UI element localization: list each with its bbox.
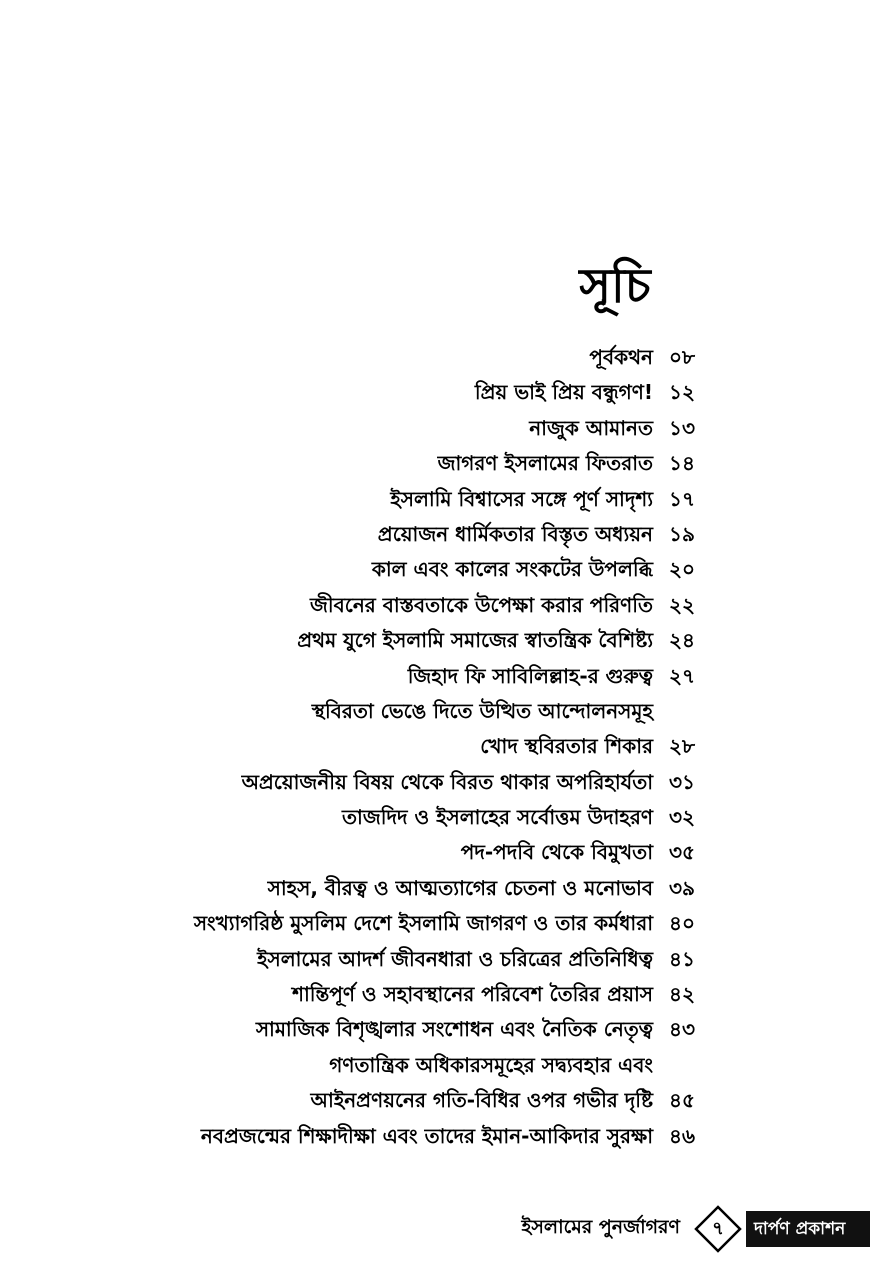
toc-entry-page: ৩২ — [669, 805, 696, 830]
toc-entry — [0, 835, 870, 870]
toc-entry-page: ৪০ — [669, 911, 695, 936]
toc-entry — [0, 800, 870, 835]
page-number-badge — [694, 1205, 742, 1253]
toc-entry-page: ৪২ — [669, 982, 695, 1007]
toc-entry — [0, 659, 870, 694]
toc-entry-title: জিহাদ ফি সাবিলিল্লাহ-র গুরুত্ব — [407, 663, 653, 688]
toc-entry-page: ২০ — [669, 557, 696, 582]
toc-entry-page: ৪৫ — [669, 1088, 695, 1113]
toc-entry-title: পূর্বকথন — [589, 345, 653, 369]
toc-entry-page: ১৪ — [669, 451, 695, 476]
toc-entry-page: ৪৩ — [669, 1017, 695, 1042]
toc-entry-title: প্রয়োজন ধার্মিকতার বিস্তৃত অধ্যয়ন — [377, 521, 653, 546]
toc-entry — [0, 623, 870, 658]
toc-entry — [0, 1012, 870, 1047]
toc-entry-title: তাজদিদ ও ইসলাহের সর্বোত্তম উদাহরণ — [342, 805, 653, 830]
toc-entry-title: সামাজিক বিশৃঙ্খলার সংশোধন এবং নৈতিক নেতৃত্ব — [255, 1017, 653, 1042]
toc-entry-title: শান্তিপূর্ণ ও সহাবস্থানের পরিবেশ তৈরির প্রয়াস — [292, 982, 653, 1007]
toc-entry — [0, 942, 870, 977]
toc-entry-title: পদ-পদবি থেকে বিমুখতা — [460, 840, 653, 865]
toc-entry-title: সংখ্যাগরিষ্ঠ মুসলিম দেশে ইসলামি জাগরণ ও তার কর্মধারা — [193, 911, 653, 936]
toc-entry-title: ইসলামের আদর্শ জীবনধারা ও চরিত্রের প্রতিনিধিত্ব — [257, 946, 653, 971]
toc-entry-title: প্রিয় ভাই প্রিয় বন্ধুগণ! — [474, 380, 653, 405]
page-footer — [0, 1205, 870, 1253]
toc-entry-title: ইসলামি বিশ্বাসের সঙ্গে পূর্ণ সাদৃশ্য — [390, 486, 653, 511]
page-number: ৭ — [712, 1218, 724, 1239]
toc-entry-page: ২২ — [669, 592, 696, 617]
toc-entry — [0, 1119, 870, 1154]
toc-entry — [0, 729, 870, 764]
toc-entry-title: খোদ স্থবিরতার শিকার — [480, 734, 653, 759]
toc-entry-page: ৩১ — [669, 769, 695, 794]
toc-entry-title: জাগরণ ইসলামের ফিতরাত — [437, 451, 653, 476]
toc-entry-page: ৩৫ — [669, 840, 695, 865]
table-of-contents — [0, 340, 870, 1154]
publisher-logo: দার্পণ প্রকাশন — [746, 1211, 870, 1247]
toc-entry-title: স্থবিরতা ভেঙে দিতে উত্থিত আন্দোলনসমূহ — [311, 698, 653, 723]
page-heading: সূচি — [579, 258, 651, 314]
toc-entry — [0, 588, 870, 623]
toc-entry — [0, 340, 870, 375]
toc-entry — [0, 1083, 870, 1118]
toc-entry-page: ২৪ — [669, 628, 695, 653]
toc-entry-title: সাহস, বীরত্ব ও আত্মত্যাগের চেতনা ও মনোভাব — [267, 875, 653, 900]
toc-entry — [0, 552, 870, 587]
toc-entry-page: ৪৬ — [669, 1123, 695, 1148]
toc-entry-page: ১২ — [669, 380, 695, 405]
toc-entry — [0, 411, 870, 446]
toc-entry-page: ১৯ — [669, 521, 695, 546]
toc-entry-page: ১৩ — [669, 415, 695, 440]
toc-entry — [0, 517, 870, 552]
toc-entry — [0, 906, 870, 941]
toc-entry-title: কাল এবং কালের সংকটের উপলব্ধি — [371, 557, 653, 582]
toc-entry-title: নাজুক আমানত — [529, 415, 653, 440]
toc-entry — [0, 694, 870, 729]
toc-entry — [0, 446, 870, 481]
toc-entry-page: ২৭ — [669, 663, 696, 688]
toc-entry-page: ০৮ — [669, 345, 695, 369]
toc-entry — [0, 482, 870, 517]
toc-entry-page: ২৮ — [669, 734, 695, 759]
toc-entry-title: আইনপ্রণয়নের গতি-বিধির ওপর গভীর দৃষ্টি — [310, 1088, 653, 1113]
toc-entry-page: ১৭ — [669, 486, 695, 511]
toc-entry — [0, 871, 870, 906]
toc-entry-title: নবপ্রজন্মের শিক্ষাদীক্ষা এবং তাদের ইমান-আকিদার সুরক্ষা — [200, 1123, 653, 1148]
toc-entry-title: গণতান্ত্রিক অধিকারসমূহের সদ্ব্যবহার এবং — [329, 1052, 653, 1077]
toc-entry-title: জীবনের বাস্তবতাকে উপেক্ষা করার পরিণতি — [310, 592, 653, 617]
toc-entry-title: অপ্রয়োজনীয় বিষয় থেকে বিরত থাকার অপরিহার্যতা — [241, 769, 653, 794]
toc-entry-page: ৩৯ — [669, 875, 695, 900]
toc-entry — [0, 977, 870, 1012]
toc-entry-title: প্রথম যুগে ইসলামি সমাজের স্বাতন্ত্রিক বৈশিষ্ট্য — [297, 628, 653, 653]
toc-entry-page: ৪১ — [669, 946, 695, 971]
book-title: ইসলামের পুনর্জাগরণ — [521, 1216, 680, 1238]
toc-entry — [0, 1048, 870, 1083]
toc-entry — [0, 375, 870, 410]
toc-entry — [0, 765, 870, 800]
